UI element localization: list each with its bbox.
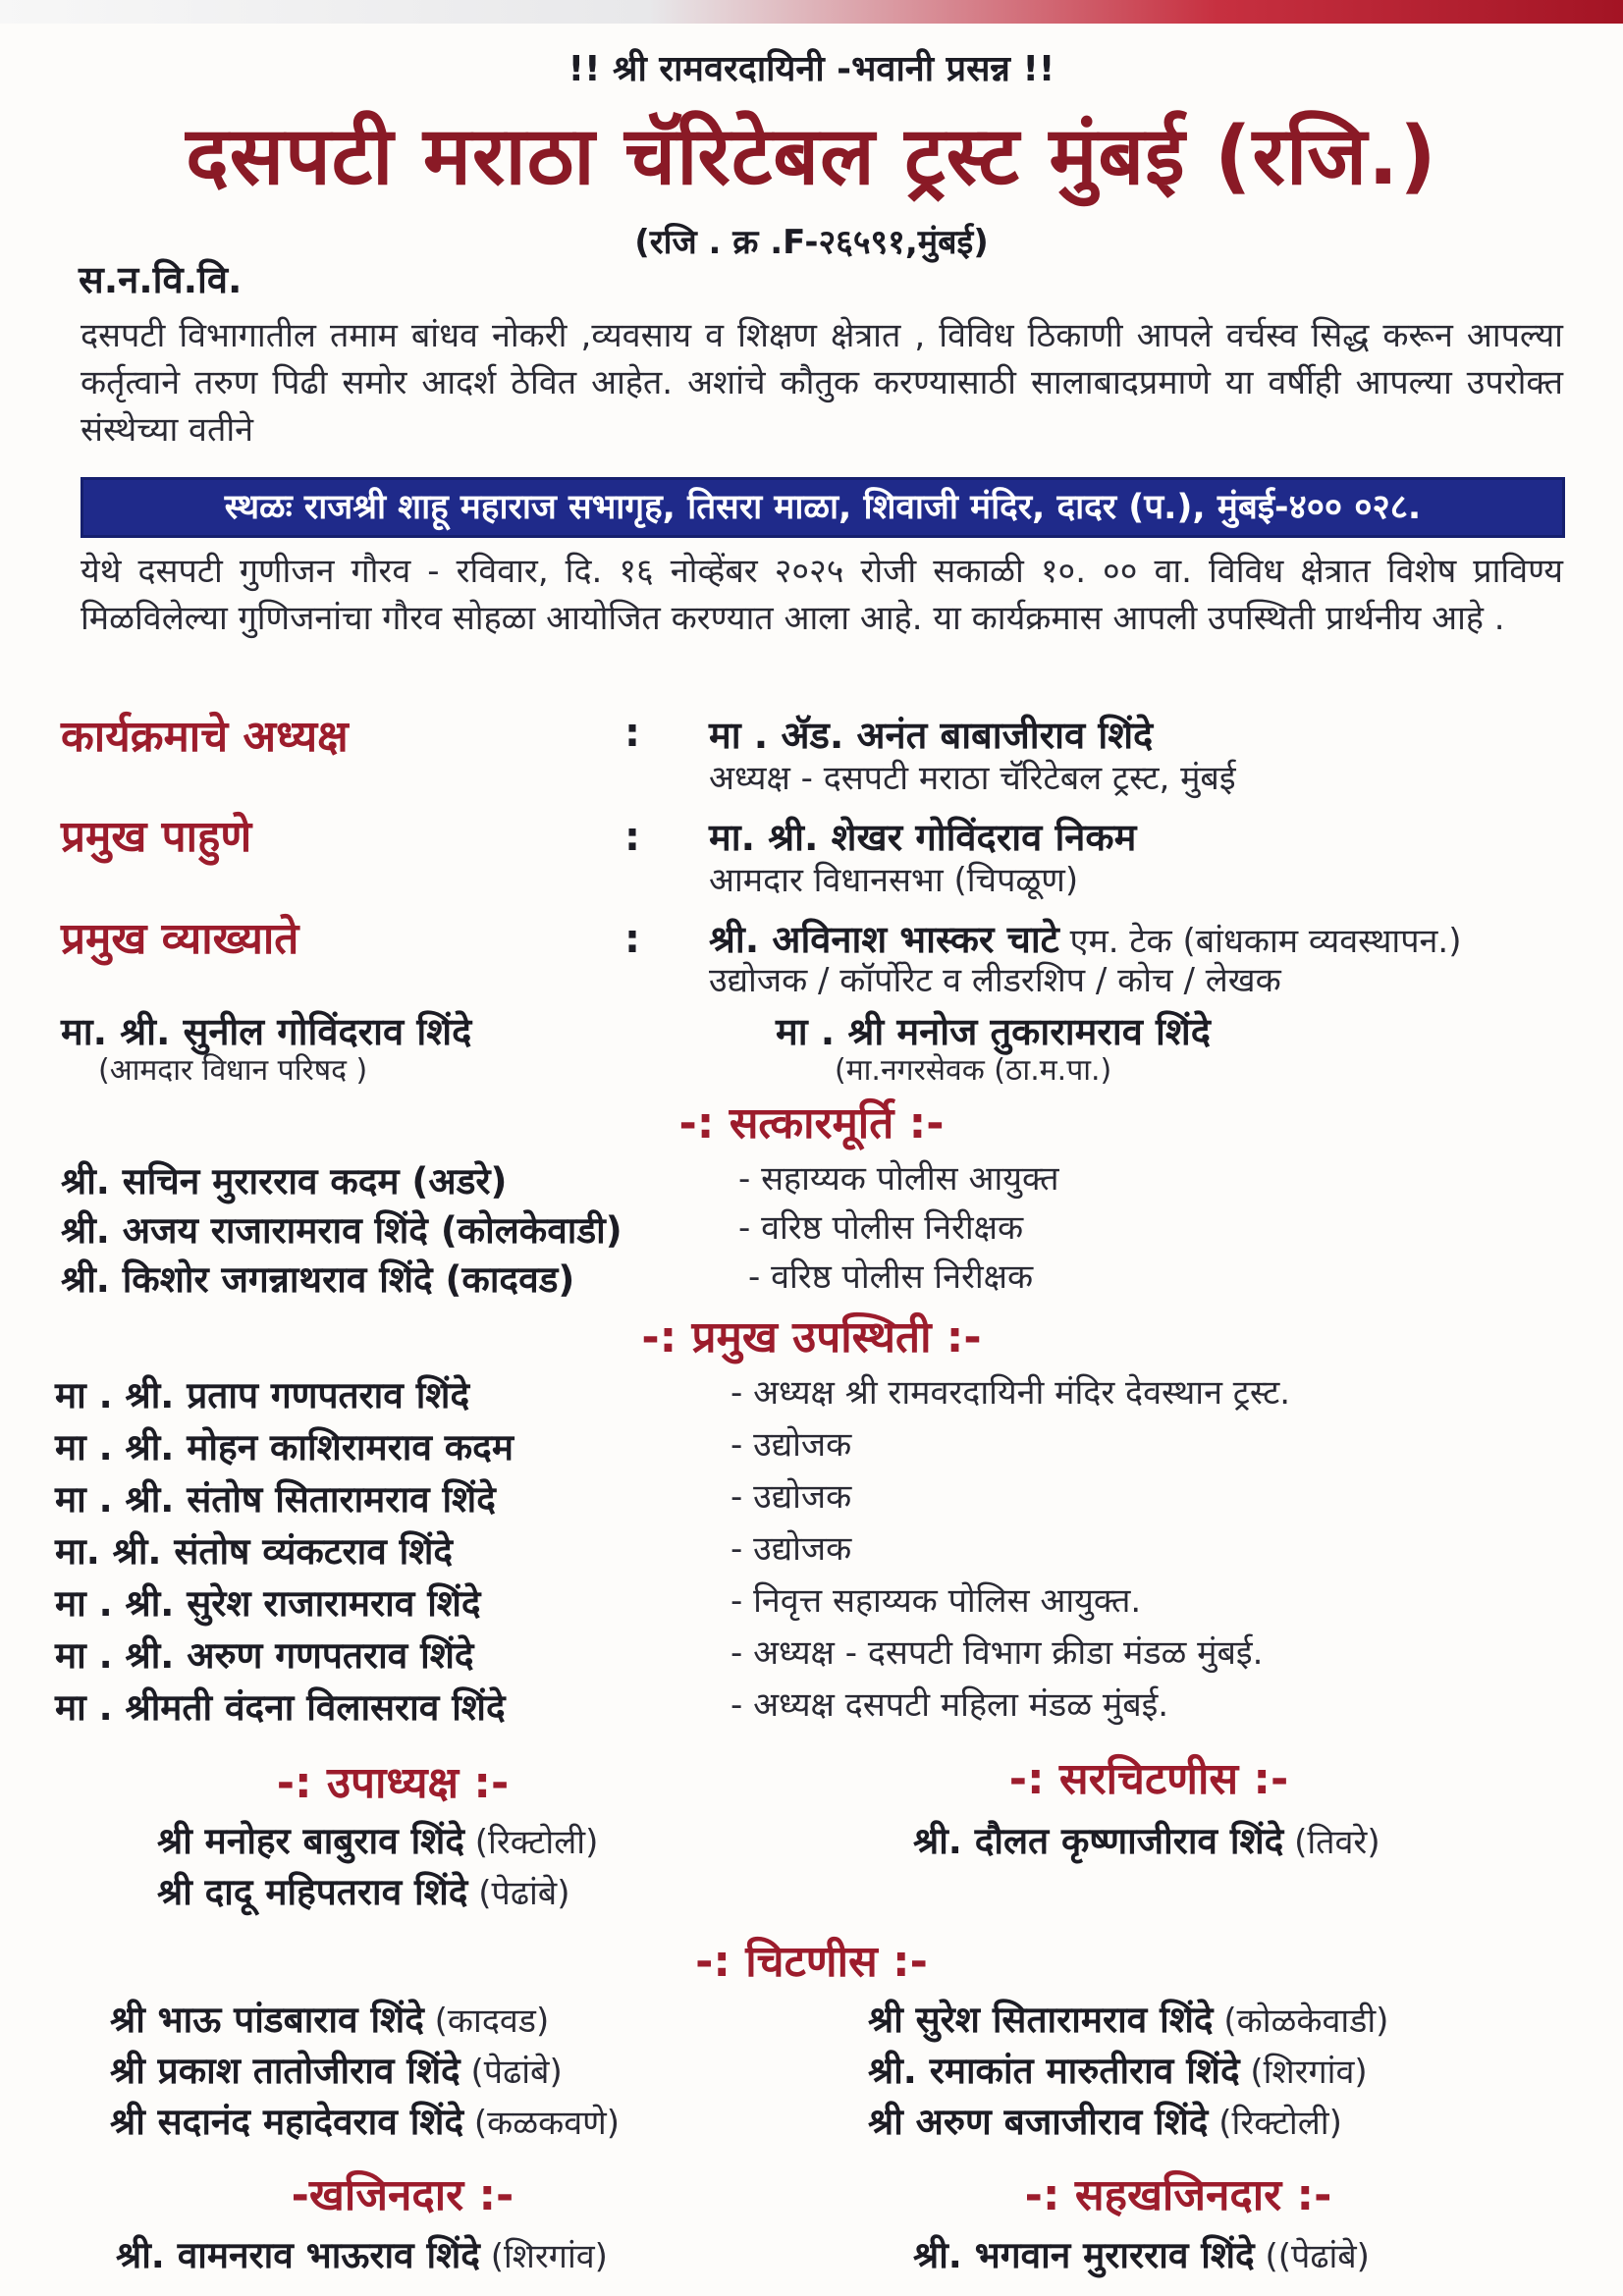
- secretary-entry: [110, 2095, 620, 2145]
- place: (पेढांबे): [460, 2053, 563, 2092]
- place: (रिक्टोली): [463, 1823, 599, 1862]
- attendee-name: मा . श्रीमती वंदना विलासराव शिंदे: [55, 1686, 506, 1729]
- role-label-speaker: प्रमुख व्याख्याते: [61, 914, 299, 964]
- place: (कळकवणे): [463, 2104, 620, 2143]
- attendee-desc: - अध्यक्ष - दसपटी विभाग क्रीडा मंडळ मुंबई.: [730, 1633, 1264, 1673]
- role-label-president: कार्यक्रमाचे अध्यक्ष: [61, 712, 349, 762]
- vice-president-entry: [157, 1865, 569, 1915]
- speaker-name: श्री. अविनाश भास्कर चाटे: [709, 918, 1059, 961]
- felicitee-name: श्री. अजय राजारामराव शिंदे (कोलकेवाडी): [61, 1209, 622, 1252]
- secretary-entry: [868, 2044, 1368, 2094]
- colon: :: [624, 917, 640, 962]
- role-label-chief-guest: प्रमुख पाहुणे: [61, 812, 252, 862]
- attendee-desc: - निवृत्त सहाय्यक पोलिस आयुक्त.: [730, 1581, 1142, 1621]
- secretary-entry: [868, 1993, 1388, 2043]
- general-secretary-entry: [913, 1814, 1380, 1864]
- place: (तिवरे): [1283, 1823, 1380, 1862]
- joint-treasurer-heading: -: सहखजिनदार :-: [1024, 2170, 1332, 2220]
- attendees-heading: -: प्रमुख उपस्थिती :-: [641, 1312, 982, 1362]
- colon: :: [624, 711, 640, 756]
- felicitee-desc: - वरिष्ठ पोलीस निरीक्षक: [738, 1208, 1024, 1248]
- general-secretary-heading: -: सरचिटणीस :-: [1008, 1754, 1289, 1804]
- venue-banner: स्थळः राजश्री शाहू महाराज सभागृह, तिसरा माळा, शिवाजी मंदिर, दादर (प.), मुंबई-४०० ०२८.: [81, 477, 1565, 538]
- secretary-name: श्री भाऊ पांडबाराव शिंदे: [110, 1999, 424, 2041]
- dignitary-name: मा . श्री मनोज तुकारामराव शिंदे: [776, 1010, 1211, 1053]
- treasurer-name: श्री. वामनराव भाऊराव शिंदे: [116, 2234, 480, 2276]
- felicitee-desc: - सहाय्यक पोलीस आयुक्त: [738, 1159, 1059, 1199]
- colon: :: [624, 815, 640, 860]
- attendee-name: मा. श्री. संतोष व्यंकटराव शिंदे: [55, 1530, 454, 1573]
- secretary-name: श्री सुरेश सितारामराव शिंदे: [868, 1999, 1214, 2041]
- joint-treasurer-entry: [913, 2228, 1370, 2278]
- treasurer-entry: [116, 2228, 608, 2278]
- intro-paragraph: दसपटी विभागातील तमाम बांधव नोकरी ,व्यवसाय व शिक्षण क्षेत्रात , विविध ठिकाणी आपले वर्चस्व सिद्ध करून आपल्या कर्तृत्वाने तरुण पिढी समोर आदर्श ठेवित आहेत. अशांचे कौतुक करण्यासाठी सालाबादप्रमाणे या वर्षीही आपल्या उपरोक्त संस्थेच्या वतीने: [81, 316, 1563, 450]
- attendee-name: मा . श्री. संतोष सितारामराव शिंदे: [55, 1478, 496, 1521]
- salutation: स.न.वि.वि.: [79, 258, 243, 301]
- secretary-name: श्री प्रकाश तातोजीराव शिंदे: [110, 2050, 460, 2092]
- attendee-desc: - अध्यक्ष श्री रामवरदायिनी मंदिर देवस्थान ट्रस्ट.: [730, 1373, 1291, 1413]
- dignitary-desc: (आमदार विधान परिषद ): [98, 1053, 368, 1088]
- invocation-line: !! श्री रामवरदायिनी -भवानी प्रसन्न !!: [568, 49, 1055, 89]
- trust-title: दसपटी मराठा चॅरिटेबल ट्रस्ट मुंबई (रजि.): [186, 110, 1437, 203]
- secretary-name: श्री अरुण बजाजीराव शिंदे: [868, 2101, 1209, 2143]
- joint-treasurer-name: श्री. भगवान मुरारराव शिंदे: [913, 2234, 1255, 2276]
- vice-president-entry: [157, 1814, 598, 1864]
- secretary-name: श्री. रमाकांत मारुतीराव शिंदे: [868, 2050, 1240, 2092]
- top-decorative-strip: [0, 0, 1623, 24]
- president-name: मा . ॲड. अनंत बाबाजीराव शिंदे: [709, 714, 1154, 757]
- registration-number: (रजि . क्र .F-२६५९१,मुंबई): [634, 223, 989, 262]
- place: (रिक्टोली): [1208, 2104, 1342, 2143]
- speaker-qualification: एम. टेक (बांधकाम व्यवस्थापन.): [1058, 922, 1462, 961]
- secretary-entry: [868, 2095, 1342, 2145]
- attendee-name: मा . श्री. सुरेश राजारामराव शिंदे: [55, 1582, 481, 1625]
- vice-president-name: श्री दादू महिपतराव शिंदे: [157, 1871, 468, 1913]
- place: (कोळकेवाडी): [1213, 2002, 1389, 2041]
- attendee-name: मा . श्री. प्रताप गणपतराव शिंदे: [55, 1374, 470, 1416]
- place: (पेढांबे): [467, 1874, 570, 1913]
- felicitee-name: श्री. किशोर जगन्नाथराव शिंदे (कादवड): [61, 1258, 575, 1301]
- chief-guest-desc: आमदार विधानसभा (चिपळूण): [709, 861, 1079, 900]
- secretaries-heading: -: चिटणीस :-: [695, 1937, 928, 1987]
- treasurer-heading: -खजिनदार :-: [291, 2170, 514, 2220]
- vice-president-name: श्री मनोहर बाबुराव शिंदे: [157, 1820, 464, 1862]
- attendee-desc: - उद्योजक: [730, 1529, 852, 1569]
- attendee-desc: - अध्यक्ष दसपटी महिला मंडळ मुंबई.: [730, 1685, 1169, 1725]
- place: (शिरगांव): [1239, 2053, 1368, 2092]
- felicitee-desc: - वरिष्ठ पोलीस निरीक्षक: [748, 1257, 1034, 1297]
- event-paragraph: येथे दसपटी गुणीजन गौरव - रविवार, दि. १६ नोव्हेंबर २०२५ रोजी सकाळी १०. ०० वा. विविध क्षेत्रात विशेष प्राविण्य मिळविलेल्या गुणिजनांचा गौरव सोहळा आयोजित करण्यात आला आहे. या कार्यक्रमास आपली उपस्थिती प्रार्थनीय आहे .: [81, 552, 1563, 638]
- attendee-desc: - उद्योजक: [730, 1477, 852, 1517]
- place: (शिरगांव): [479, 2237, 608, 2276]
- place: (कादवड): [423, 2002, 550, 2041]
- dignitary-name: मा. श्री. सुनील गोविंदराव शिंदे: [61, 1010, 472, 1053]
- speaker-desc: उद्योजक / कॉर्पोरेट व लीडरशिप / कोच / लेखक: [709, 961, 1281, 1000]
- president-desc: अध्यक्ष - दसपटी मराठा चॅरिटेबल ट्रस्ट, मुंबई: [709, 759, 1236, 798]
- dignitary-desc: (मा.नगरसेवक (ठा.म.पा.): [835, 1053, 1112, 1088]
- attendee-name: मा . श्री. मोहन काशिरामराव कदम: [55, 1426, 514, 1468]
- chief-guest-name: मा. श्री. शेखर गोविंदराव निकम: [709, 816, 1137, 859]
- vice-president-heading: -: उपाध्यक्ष :-: [276, 1758, 510, 1808]
- felicitees-heading: -: सत्कारमूर्ति :-: [678, 1098, 945, 1148]
- secretary-name: श्री सदानंद महादेवराव शिंदे: [110, 2101, 464, 2143]
- secretary-entry: [110, 2044, 563, 2094]
- felicitee-name: श्री. सचिन मुरारराव कदम (अडरे): [61, 1160, 508, 1202]
- general-secretary-name: श्री. दौलत कृष्णाजीराव शिंदे: [913, 1820, 1284, 1862]
- attendee-desc: - उद्योजक: [730, 1425, 852, 1465]
- secretary-entry: [110, 1993, 549, 2043]
- place: ((पेढांबे): [1254, 2237, 1370, 2276]
- attendee-name: मा . श्री. अरुण गणपतराव शिंदे: [55, 1634, 474, 1677]
